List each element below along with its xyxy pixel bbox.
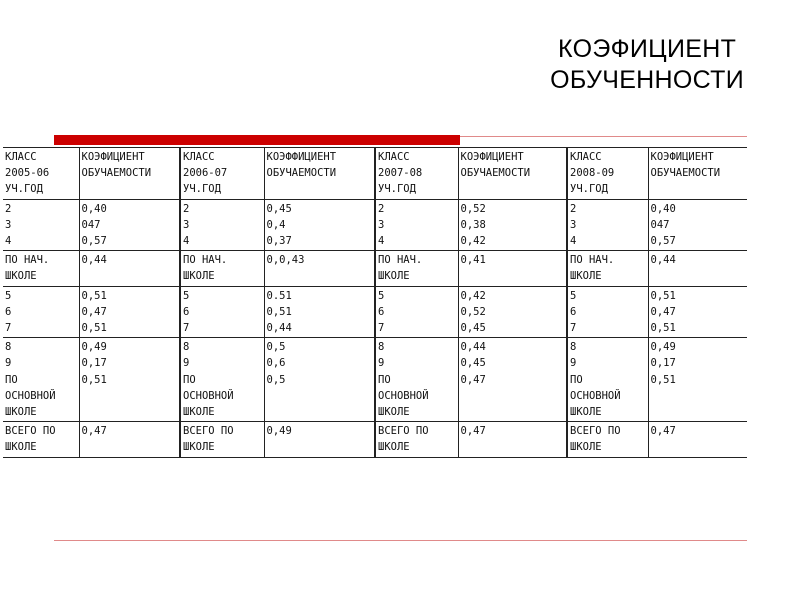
class-cell: [567, 286, 648, 338]
coefficient-cell: [264, 422, 375, 457]
header-text: ОБУЧАЕМОСТИ: [266, 167, 337, 180]
cell-line: 0,44: [650, 254, 676, 267]
header-text: УЧ.ГОД: [5, 183, 43, 196]
cell-line: ПО: [570, 373, 583, 386]
cell-line: 4: [570, 235, 577, 248]
header-coefficient-cell: [79, 148, 180, 200]
cell-line: ВСЕГО ПО: [378, 425, 429, 438]
title-line-1: КОЭФИЦИЕНТ: [558, 35, 737, 63]
coefficient-cell: [264, 251, 375, 286]
header-text: КОЭФФИЦИЕНТ: [266, 151, 337, 163]
header-text: 2005-06: [5, 167, 50, 180]
header-text: УЧ.ГОД: [570, 183, 608, 196]
cell-line: 2: [183, 202, 190, 215]
header-text: ОБУЧАЕМОСТИ: [460, 167, 531, 180]
header-class-year-cell: [3, 148, 79, 200]
cell-line: ШКОЛЕ: [5, 270, 37, 283]
cell-line: 5: [570, 289, 577, 302]
cell-line: 9: [183, 357, 190, 370]
cell-line: 7: [183, 322, 190, 335]
header-text: ОБУЧАЕМОСТИ: [650, 167, 721, 180]
cell-line: 3: [183, 218, 190, 231]
header-class-year-cell: [567, 148, 648, 200]
cell-line: 0,47: [81, 425, 107, 438]
header-text: 2006-07: [183, 167, 228, 180]
table-header-row: [3, 148, 747, 200]
cell-line: 9: [5, 357, 12, 370]
class-cell: [3, 251, 79, 286]
header-coefficient-cell: [458, 148, 567, 200]
cell-line: 6: [378, 305, 385, 318]
cell-line: ПО НАЧ.: [5, 254, 50, 267]
coefficient-cell: [264, 199, 375, 251]
cell-line: 0,17: [650, 357, 676, 370]
cell-line: 0,5: [266, 373, 286, 386]
class-cell: [375, 199, 458, 251]
coefficient-cell: [79, 286, 180, 338]
cell-line: ПО: [5, 373, 18, 386]
coefficient-cell: [458, 251, 567, 286]
class-cell: [375, 338, 458, 422]
table-row: [3, 251, 747, 286]
cell-line: 0,51: [650, 373, 676, 386]
cell-line: 0,44: [81, 254, 107, 267]
class-cell: [567, 338, 648, 422]
cell-line: 0,49: [650, 341, 676, 354]
cell-line: 2: [378, 202, 385, 215]
cell-line: 0,57: [81, 235, 107, 248]
coefficient-cell: [458, 199, 567, 251]
class-cell: [180, 338, 264, 422]
cell-line: 0,0,43: [266, 254, 305, 267]
cell-line: 0,6: [266, 357, 286, 370]
header-class-year-cell: [180, 148, 264, 200]
class-cell: [567, 199, 648, 251]
class-cell: [3, 199, 79, 251]
header-text: КОЭФИЦИЕНТ: [460, 151, 524, 163]
header-class-year-cell: [375, 148, 458, 200]
cell-line: 7: [378, 322, 385, 335]
cell-line: ПО НАЧ.: [570, 254, 615, 267]
learning-coefficient-table: [3, 147, 747, 458]
cell-line: 8: [5, 341, 12, 354]
cell-line: ПО: [183, 373, 196, 386]
cell-line: ШКОЛЕ: [5, 406, 37, 419]
class-cell: [180, 422, 264, 457]
cell-line: 047: [81, 218, 101, 231]
class-cell: [180, 251, 264, 286]
class-cell: [3, 338, 79, 422]
cell-line: 0,44: [266, 322, 292, 335]
cell-line: 0,42: [460, 289, 486, 302]
cell-line: ШКОЛЕ: [378, 270, 410, 283]
cell-line: 0,52: [460, 305, 486, 318]
cell-line: 2: [570, 202, 577, 215]
cell-line: ОСНОВНОЙ: [183, 389, 234, 402]
cell-line: ОСНОВНОЙ: [378, 389, 429, 402]
cell-line: 9: [378, 357, 385, 370]
cell-line: 0,47: [650, 425, 676, 438]
cell-line: 0,41: [460, 254, 486, 267]
class-cell: [180, 199, 264, 251]
header-text: УЧ.ГОД: [183, 183, 221, 196]
header-text: УЧ.ГОД: [378, 183, 416, 196]
cell-line: ОСНОВНОЙ: [5, 389, 56, 402]
title-line-2: ОБУЧЕННОСТИ: [550, 66, 744, 94]
class-cell: [375, 422, 458, 457]
cell-line: 0,38: [460, 218, 486, 231]
cell-line: 0,49: [266, 425, 292, 438]
header-text: КЛАСС: [378, 151, 410, 163]
cell-line: ВСЕГО ПО: [183, 425, 234, 438]
cell-line: 2: [5, 202, 12, 215]
cell-line: 0,44: [460, 341, 486, 354]
cell-line: 047: [650, 218, 670, 231]
coefficient-cell: [648, 286, 747, 338]
cell-line: ПО НАЧ.: [378, 254, 423, 267]
cell-line: ШКОЛЕ: [183, 406, 215, 419]
coefficient-cell: [79, 251, 180, 286]
cell-line: 0,5: [266, 341, 286, 354]
cell-line: 0,57: [650, 235, 676, 248]
cell-line: 4: [5, 235, 12, 248]
cell-line: 0,51: [266, 305, 292, 318]
bottom-divider-line: [54, 540, 747, 541]
coefficient-cell: [264, 286, 375, 338]
class-cell: [375, 286, 458, 338]
cell-line: 5: [378, 289, 385, 302]
cell-line: 0,47: [650, 305, 676, 318]
header-text: 2008-09: [570, 167, 615, 180]
header-coefficient-cell: [264, 148, 375, 200]
cell-line: 0,51: [650, 289, 676, 302]
cell-line: 0,45: [460, 357, 486, 370]
coefficient-cell: [458, 286, 567, 338]
cell-line: 0,52: [460, 202, 486, 215]
table-row: [3, 338, 747, 422]
cell-line: 3: [378, 218, 385, 231]
slide-title: [550, 34, 744, 96]
coefficient-cell: [79, 422, 180, 457]
coefficient-cell: [648, 422, 747, 457]
cell-line: 0,45: [460, 322, 486, 335]
cell-line: 3: [5, 218, 12, 231]
cell-line: 6: [570, 305, 577, 318]
class-cell: [180, 286, 264, 338]
cell-line: 7: [5, 322, 12, 335]
cell-line: 0,37: [266, 235, 292, 248]
cell-line: ШКОЛЕ: [378, 406, 410, 419]
cell-line: 4: [183, 235, 190, 248]
top-divider-line: [460, 136, 747, 137]
cell-line: 0,51: [650, 322, 676, 335]
table-row: [3, 199, 747, 251]
coefficient-cell: [458, 338, 567, 422]
cell-line: 0,40: [81, 202, 107, 215]
coefficient-cell: [648, 199, 747, 251]
cell-line: ВСЕГО ПО: [5, 425, 56, 438]
class-cell: [567, 422, 648, 457]
cell-line: 3: [570, 218, 577, 231]
header-text: КОЭФИЦИЕНТ: [650, 151, 714, 163]
coefficient-cell: [458, 422, 567, 457]
cell-line: ПО: [378, 373, 391, 386]
header-text: КОЭФИЦИЕНТ: [81, 151, 145, 163]
cell-line: ВСЕГО ПО: [570, 425, 621, 438]
cell-line: 6: [5, 305, 12, 318]
cell-line: ШКОЛЕ: [570, 441, 602, 454]
coefficient-cell: [648, 251, 747, 286]
coefficient-cell: [79, 338, 180, 422]
cell-line: 0,47: [81, 305, 107, 318]
cell-line: ШКОЛЕ: [5, 441, 37, 454]
coefficient-cell: [648, 338, 747, 422]
cell-line: 8: [183, 341, 190, 354]
cell-line: 5: [5, 289, 12, 302]
red-accent-bar: [54, 135, 460, 145]
cell-line: 7: [570, 322, 577, 335]
cell-line: ОСНОВНОЙ: [570, 389, 621, 402]
class-cell: [3, 422, 79, 457]
cell-line: 4: [378, 235, 385, 248]
cell-line: 0,4: [266, 218, 286, 231]
header-text: КЛАСС: [183, 151, 215, 163]
cell-line: ШКОЛЕ: [378, 441, 410, 454]
cell-line: ШКОЛЕ: [183, 270, 215, 283]
cell-line: 0,47: [460, 373, 486, 386]
cell-line: 0,40: [650, 202, 676, 215]
table-row: [3, 422, 747, 457]
table-row: [3, 286, 747, 338]
cell-line: 0,42: [460, 235, 486, 248]
cell-line: 8: [570, 341, 577, 354]
cell-line: ШКОЛЕ: [183, 441, 215, 454]
cell-line: 0,17: [81, 357, 107, 370]
cell-line: 6: [183, 305, 190, 318]
cell-line: 0,51: [81, 322, 107, 335]
cell-line: 0.51: [266, 289, 292, 302]
cell-line: 0,51: [81, 373, 107, 386]
cell-line: 0,45: [266, 202, 292, 215]
cell-line: 0,47: [460, 425, 486, 438]
cell-line: 5: [183, 289, 190, 302]
cell-line: ШКОЛЕ: [570, 406, 602, 419]
header-text: 2007-08: [378, 167, 423, 180]
class-cell: [567, 251, 648, 286]
cell-line: ШКОЛЕ: [570, 270, 602, 283]
class-cell: [375, 251, 458, 286]
class-cell: [3, 286, 79, 338]
cell-line: 0,49: [81, 341, 107, 354]
cell-line: 0,51: [81, 289, 107, 302]
header-coefficient-cell: [648, 148, 747, 200]
cell-line: ПО НАЧ.: [183, 254, 228, 267]
cell-line: 9: [570, 357, 577, 370]
header-text: КЛАСС: [570, 151, 602, 163]
coefficient-cell: [264, 338, 375, 422]
cell-line: 8: [378, 341, 385, 354]
coefficient-cell: [79, 199, 180, 251]
header-text: ОБУЧАЕМОСТИ: [81, 167, 152, 180]
header-text: КЛАСС: [5, 151, 37, 163]
